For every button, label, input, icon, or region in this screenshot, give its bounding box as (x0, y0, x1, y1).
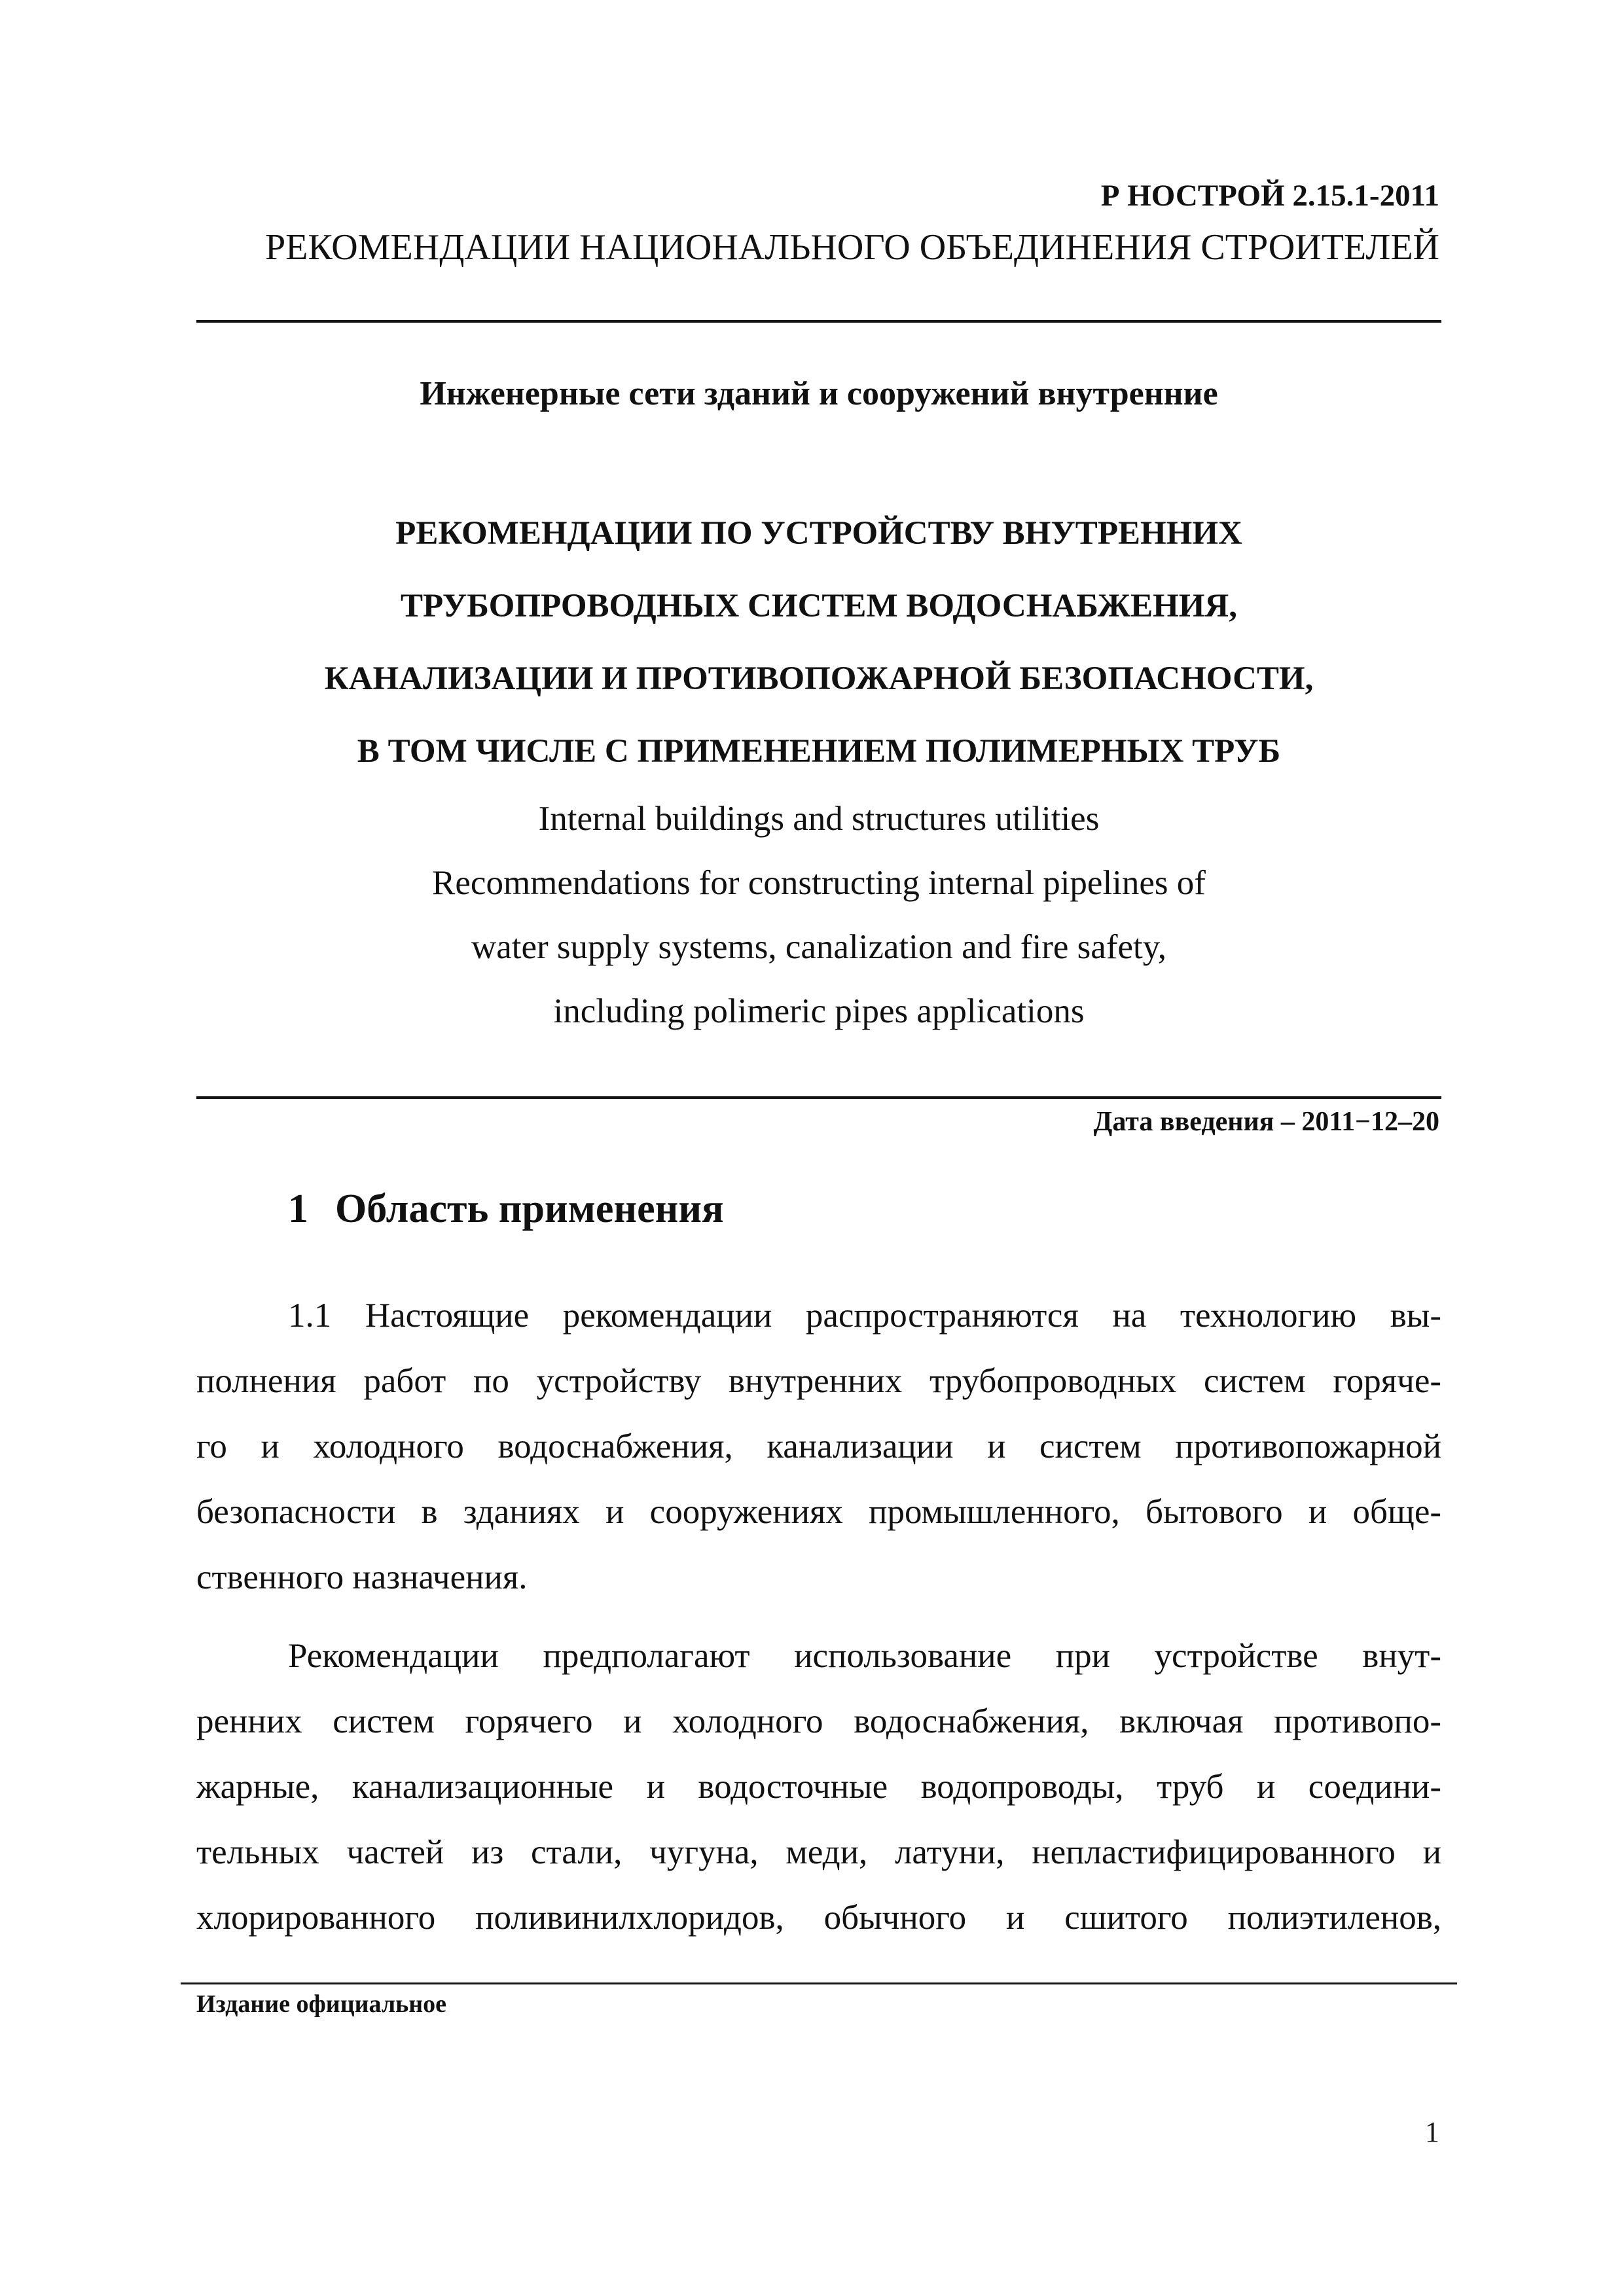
paragraph-line: жарные, канализационные и водосточные водопроводы, труб и соедини- (196, 1768, 1441, 1806)
page-number: 1 (1425, 2116, 1439, 2148)
title-divider (196, 1096, 1441, 1099)
title-line: КАНАЛИЗАЦИИ И ПРОТИВОПОЖАРНОЙ БЕЗОПАСНОСТИ, (324, 660, 1314, 697)
introduction-date: Дата введения – 2011−12–20 (1093, 1107, 1439, 1137)
document-category: Инженерные сети зданий и сооружений внутренние (420, 375, 1218, 412)
official-edition-note: Издание официальное (196, 1990, 447, 2018)
english-title-line: including polimeric pipes applications (553, 992, 1085, 1030)
paragraph-line: го и холодного водоснабжения, канализации и систем противопожарной (196, 1427, 1441, 1465)
title-line: РЕКОМЕНДАЦИИ ПО УСТРОЙСТВУ ВНУТРЕННИХ (395, 515, 1242, 552)
organization-heading: РЕКОМЕНДАЦИИ НАЦИОНАЛЬНОГО ОБЪЕДИНЕНИЯ СТРОИТЕЛЕЙ (265, 227, 1439, 268)
english-title (196, 787, 1441, 1043)
title-line: ТРУБОПРОВОДНЫХ СИСТЕМ ВОДОСНАБЖЕНИЯ, (400, 588, 1238, 624)
header-divider (196, 320, 1441, 323)
document-title (196, 497, 1441, 788)
english-title-line: water supply systems, canalization and fire safety, (471, 928, 1167, 966)
english-title-line: Internal buildings and structures utilities (538, 800, 1100, 838)
paragraph-line: тельных частей из стали, чугуна, меди, латуни, непластифицированного и (196, 1833, 1441, 1871)
paragraph-line: безопасности в зданиях и сооружениях промышленного, бытового и обще- (196, 1493, 1441, 1531)
paragraph-line: хлорированного поливинилхлоридов, обычного и сшитого полиэтиленов, (196, 1899, 1441, 1937)
paragraph-line: Рекомендации предполагают использование при устройстве внут- (288, 1637, 1441, 1675)
section-number: 1 (288, 1187, 308, 1231)
paragraph-line: 1.1 Настоящие рекомендации распространяются на технологию вы- (288, 1297, 1441, 1335)
paragraph (196, 1283, 1441, 1610)
section-body (196, 1283, 1441, 1950)
title-line: В ТОМ ЧИСЛЕ С ПРИМЕНЕНИЕМ ПОЛИМЕРНЫХ ТРУБ (357, 733, 1281, 770)
section-title: Область применения (335, 1187, 724, 1231)
paragraph-line: ренних систем горячего и холодного водоснабжения, включая противопо- (196, 1702, 1441, 1740)
paragraph-line: полнения работ по устройству внутренних трубопроводных систем горяче- (196, 1362, 1441, 1400)
paragraph (196, 1623, 1441, 1950)
footnote-divider (181, 1982, 1457, 1984)
english-title-line: Recommendations for constructing internal pipelines of (432, 864, 1206, 902)
paragraph-line: ственного назначения. (196, 1558, 528, 1596)
document-code: Р НОСТРОЙ 2.15.1-2011 (1100, 179, 1439, 213)
